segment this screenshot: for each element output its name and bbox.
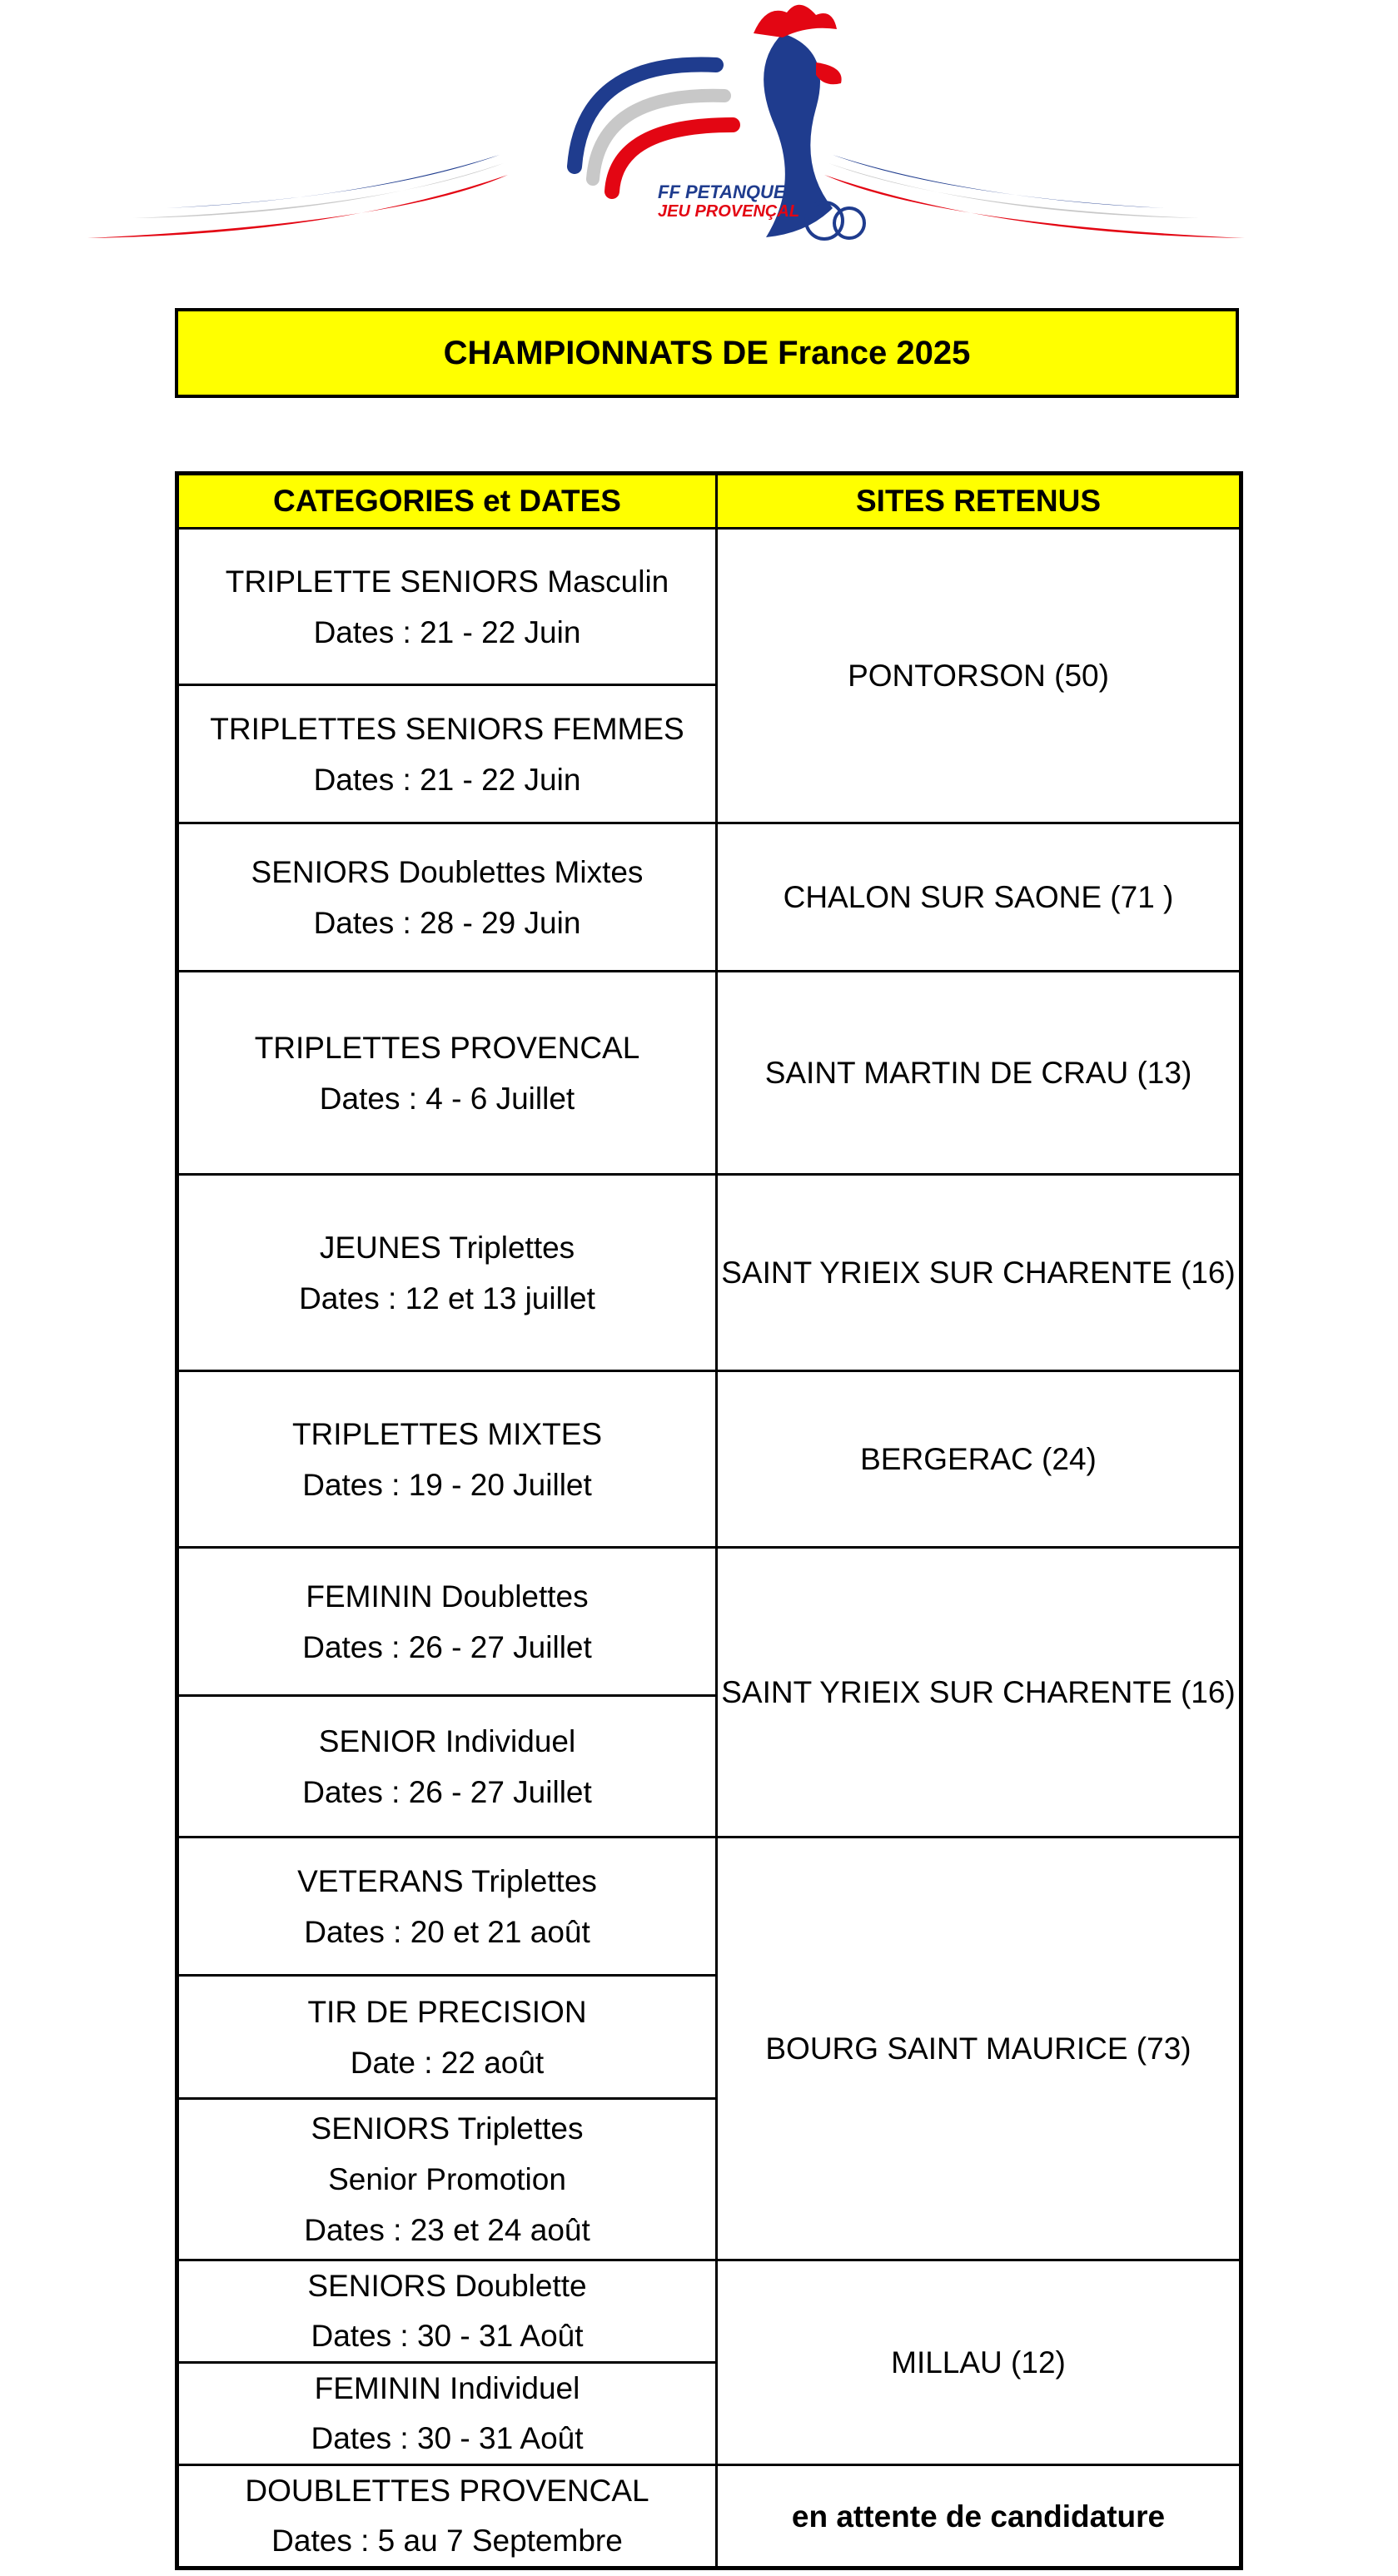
- category-subname: Senior Promotion: [328, 2162, 566, 2196]
- table-row: [177, 972, 1241, 1175]
- site-cell: BOURG SAINT MAURICE (73): [717, 1838, 1241, 2260]
- category-cell: [177, 2260, 717, 2363]
- logo-text-line1: FF PETANQUE: [658, 182, 786, 202]
- title-banner: [175, 308, 1239, 398]
- category-dates: Dates : 12 et 13 juillet: [299, 1281, 595, 1315]
- category-cell: [177, 1976, 717, 2099]
- table-row: [177, 2260, 1241, 2363]
- table-row: [177, 529, 1241, 685]
- rooster-logo-graphic: [83, 0, 1249, 250]
- category-dates: Dates : 23 et 24 août: [304, 2213, 590, 2247]
- category-dates: Dates : 21 - 22 Juin: [313, 762, 581, 797]
- logo-text-line2: JEU PROVENÇAL: [658, 202, 800, 221]
- category-cell: [177, 972, 717, 1175]
- category-dates: Dates : 30 - 31 Août: [311, 2319, 584, 2353]
- category-dates: Date : 22 août: [350, 2045, 545, 2080]
- site-cell: SAINT YRIEIX SUR CHARENTE (16): [717, 1175, 1241, 1371]
- category-name: DOUBLETTES PROVENCAL: [245, 2474, 649, 2508]
- category-name: TRIPLETTES MIXTES: [291, 1416, 603, 1451]
- category-dates: Dates : 26 - 27 Juillet: [302, 1629, 592, 1664]
- header-categories: CATEGORIES et DATES: [177, 474, 717, 529]
- table-row: [177, 2465, 1241, 2569]
- category-cell: [177, 1175, 717, 1371]
- category-name: TRIPLETTES PROVENCAL: [254, 1030, 640, 1065]
- category-cell: [177, 823, 717, 972]
- table-row: [177, 1371, 1241, 1548]
- category-cell: [177, 1371, 717, 1548]
- category-name: TRIPLETTES SENIORS FEMMES: [210, 711, 684, 746]
- site-cell: CHALON SUR SAONE (71 ): [717, 823, 1241, 972]
- category-cell: [177, 2465, 717, 2569]
- site-cell: MILLAU (12): [717, 2260, 1241, 2465]
- category-cell: [177, 685, 717, 823]
- category-dates: Dates : 19 - 20 Juillet: [302, 1467, 592, 1502]
- site-cell: PONTORSON (50): [717, 529, 1241, 823]
- table-row: [177, 1175, 1241, 1371]
- category-cell: [177, 1548, 717, 1696]
- category-name: SENIORS Doublettes Mixtes: [251, 854, 644, 889]
- category-dates: Dates : 26 - 27 Juillet: [302, 1774, 592, 1809]
- category-dates: Dates : 21 - 22 Juin: [313, 614, 581, 649]
- site-cell: SAINT MARTIN DE CRAU (13): [717, 972, 1241, 1175]
- category-name: FEMININ Doublettes: [306, 1579, 589, 1614]
- site-cell: BERGERAC (24): [717, 1371, 1241, 1548]
- category-name: VETERANS Triplettes: [297, 1863, 597, 1898]
- category-cell: [177, 1696, 717, 1838]
- category-name: TRIPLETTE SENIORS Masculin: [225, 564, 669, 599]
- category-cell: [177, 2363, 717, 2465]
- category-cell: [177, 2099, 717, 2260]
- category-dates: Dates : 4 - 6 Juillet: [319, 1081, 575, 1116]
- category-name: JEUNES Triplettes: [319, 1230, 575, 1265]
- category-dates: Dates : 5 au 7 Septembre: [271, 2524, 623, 2558]
- category-name: SENIORS Doublette: [307, 2269, 587, 2303]
- table-header-row: [177, 474, 1241, 529]
- table-row: [177, 823, 1241, 972]
- ffpjp-logo: [83, 0, 1249, 250]
- header-sites: SITES RETENUS: [717, 474, 1241, 529]
- category-cell: [177, 529, 717, 685]
- page-title: CHAMPIONNATS DE France 2025: [443, 334, 971, 371]
- site-cell: SAINT YRIEIX SUR CHARENTE (16): [717, 1548, 1241, 1838]
- championships-table: [175, 471, 1243, 2570]
- category-cell: [177, 1838, 717, 1976]
- category-name: SENIOR Individuel: [318, 1723, 576, 1758]
- category-dates: Dates : 20 et 21 août: [304, 1914, 590, 1949]
- site-cell-pending: en attente de candidature: [717, 2465, 1241, 2569]
- category-name: SENIORS Triplettes: [311, 2111, 584, 2146]
- category-name: TIR DE PRECISION: [307, 1994, 587, 2029]
- category-dates: Dates : 30 - 31 Août: [311, 2421, 584, 2455]
- category-name: FEMININ Individuel: [314, 2371, 580, 2405]
- table-row: [177, 1548, 1241, 1696]
- table-row: [177, 1838, 1241, 1976]
- category-dates: Dates : 28 - 29 Juin: [313, 905, 581, 940]
